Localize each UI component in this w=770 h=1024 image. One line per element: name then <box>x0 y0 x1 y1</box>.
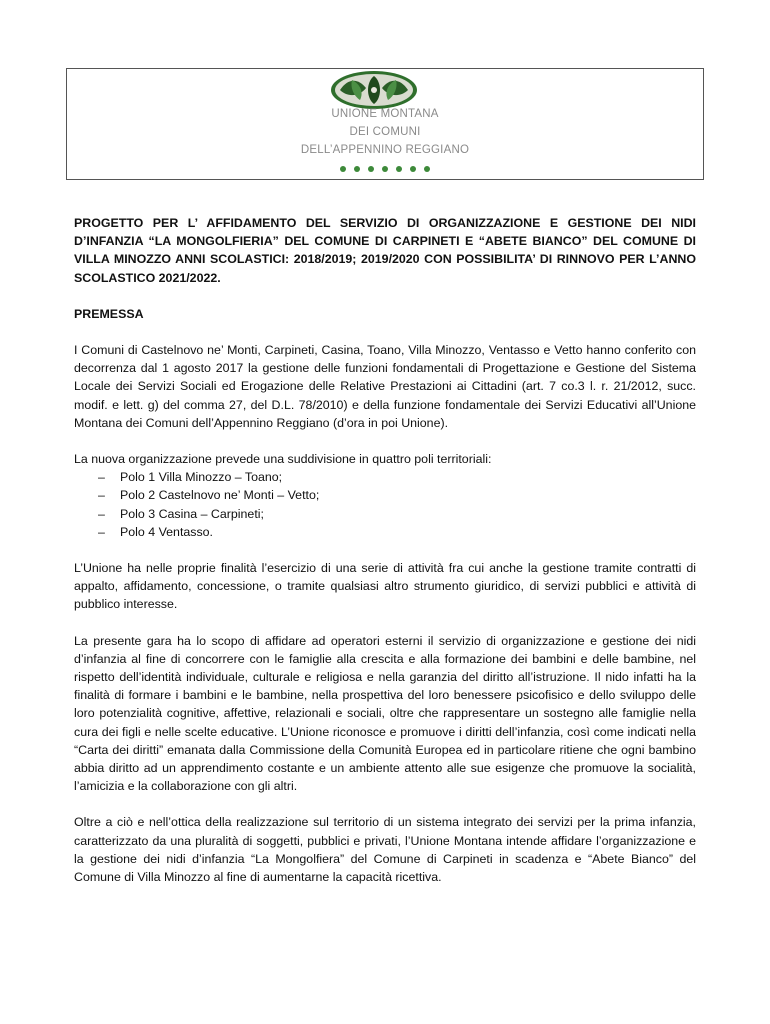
dash-bullet: – <box>98 488 105 503</box>
dot-icon <box>340 166 346 172</box>
poli-list <box>74 468 696 541</box>
dot-icon <box>368 166 374 172</box>
decorative-dots <box>340 164 430 174</box>
org-name-line-2: DEI COMUNI <box>349 126 421 138</box>
dot-icon <box>396 166 402 172</box>
list-item-text: Polo 2 Castelnovo ne’ Monti – Vetto; <box>120 488 320 503</box>
org-name-line-3: DELL’APPENNINO REGGIANO <box>300 144 470 156</box>
paragraph-2: L’Unione ha nelle proprie finalità l’esercizio di una serie di attività fra cui anche la gestione tramite contratti di appalto, affidamento, concessione, o tramite qualsiasi altro strumento giuridico, di servizi pubblici e attività di pubblico interesse. <box>74 561 696 612</box>
paragraph-4: Oltre a ciò e nell’ottica della realizzazione sul territorio di un sistema integrato dei servizi per la prima infanzia, caratterizzato da una pluralità di soggetti, pubblici e privati, l’Unione Montana intende affidare l’organizzazione e la gestione dei nidi d’infanzia “La Mongolfiera” del Comune di Carpineti in scadenza e “Abete Bianco” del Comune di Villa Minozzo al fine di aumentarne la capacità ricettiva. <box>74 815 696 885</box>
list-item-text: Polo 4 Ventasso. <box>120 524 213 539</box>
dot-icon <box>424 166 430 172</box>
list-intro: La nuova organizzazione prevede una suddivisione in quattro poli territoriali: <box>74 452 492 467</box>
list-item <box>74 523 696 541</box>
list-item <box>74 486 696 504</box>
dot-icon <box>410 166 416 172</box>
section-heading: PREMESSA <box>74 306 144 321</box>
document-body <box>74 214 696 904</box>
list-item <box>74 505 696 523</box>
paragraph-1: I Comuni di Castelnovo ne’ Monti, Carpineti, Casina, Toano, Villa Minozzo, Ventasso e Vetto hanno conferito con decorrenza dal 1 agosto 2017 la gestione delle funzioni fondamentali di Progettazione e Gestione del Sistema Locale dei Servizi Sociali ed Erogazione delle Relative Prestazioni ai Cittadini (art. 7 co.3 l. r. 21/2012, succ. modif. e lett. g) del comma 27, del D.L. 78/2010) e della funzione fondamentale dei Servizi Educativi all’Unione Montana dei Comuni dell’Appennino Reggiano (d’ora in poi Unione). <box>74 343 696 430</box>
union-emblem-icon <box>330 70 418 110</box>
paragraph-3: La presente gara ha lo scopo di affidare ad operatori esterni il servizio di organizzazione e gestione dei nidi d’infanzia al fine di concorrere con le famiglie alla crescita e alla formazione dei bambini e delle bambine, nel rispetto dell’identità individuale, culturale e religiosa e nella garanzia del diritto all’istruzione. Il nido infatti ha la finalità di formare i bambini e le bambine, nella prospettiva del loro benessere psicofisico e dello sviluppo delle loro potenzialità cognitive, affettive, relazionali e sociali, oltre che rappresentare un sostegno alle famiglie nella cura dei figli e nelle scelte educative. L’Unione riconosce e promuove i diritti dell’infanzia, così come indicati nella “Carta dei diritti” emanata dalla Commissione della Comunità Europea ed in particolare ritiene che ogni bambino abbia diritto ad un apprendimento costante e un ambiente attento alle sue esigenze che promuove la socialità, l’amicizia e la collaborazione con gli altri. <box>74 633 696 794</box>
dot-icon <box>382 166 388 172</box>
dot-icon <box>354 166 360 172</box>
document-title: PROGETTO PER L’ AFFIDAMENTO DEL SERVIZIO DI ORGANIZZAZIONE E GESTIONE DEI NIDI D’INFANZIA “LA MONGOLFIERIA” DEL COMUNE DI CARPINETI E “ABETE BIANCO” DEL COMUNE DI VILLA MINOZZO ANNI SCOLASTICI: 2018/2019; 2019/2020 CON POSSIBILITA’ DI RINNOVO PER L’ANNO SCOLASTICO 2021/2022. <box>74 216 696 285</box>
dash-bullet: – <box>98 524 105 539</box>
list-item <box>74 468 696 486</box>
dash-bullet: – <box>98 470 105 485</box>
org-name-line-1: UNIONE MONTANA <box>331 108 439 120</box>
list-item-text: Polo 3 Casina – Carpineti; <box>120 506 264 521</box>
dash-bullet: – <box>98 506 105 521</box>
list-item-text: Polo 1 Villa Minozzo – Toano; <box>120 470 283 485</box>
